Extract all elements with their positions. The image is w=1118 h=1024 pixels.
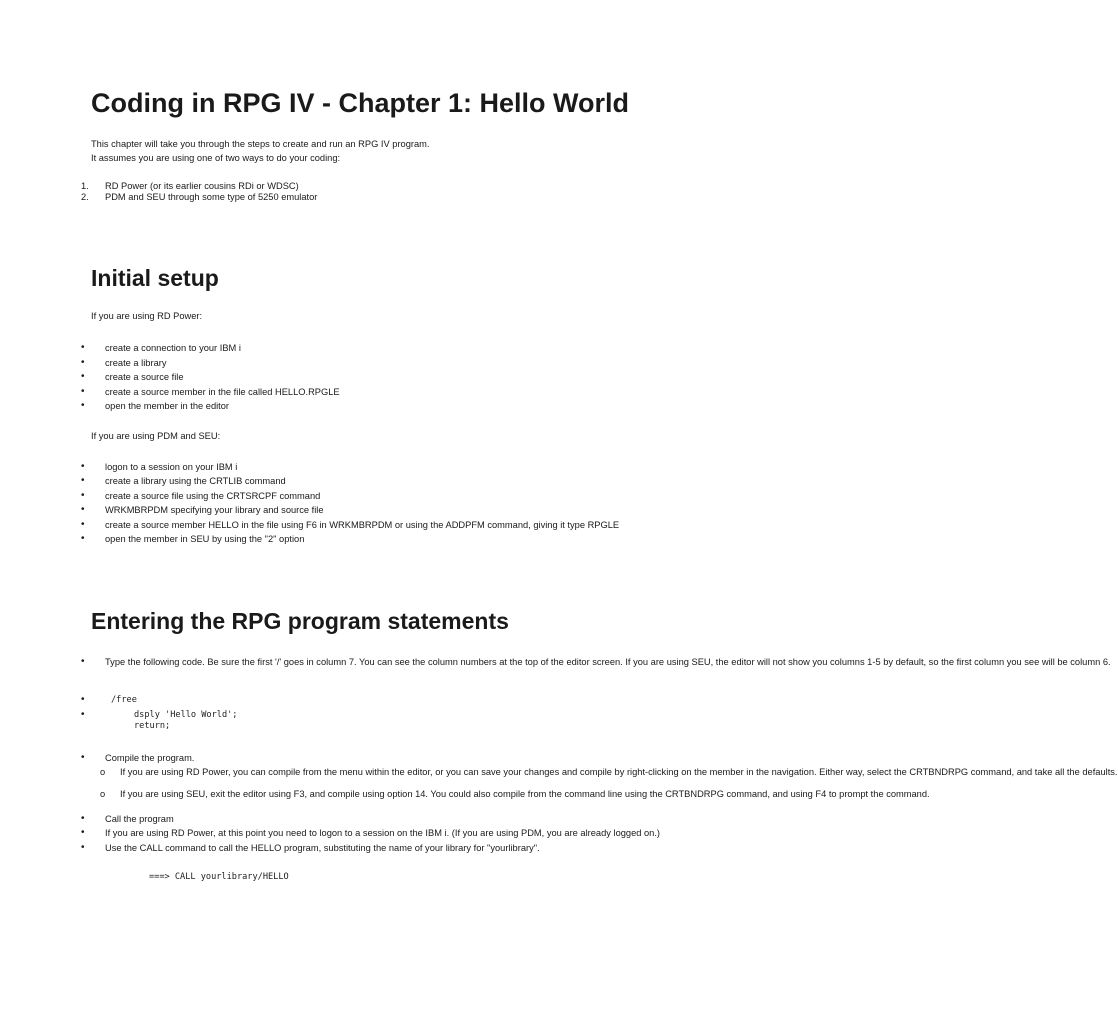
bullet-icon: • — [81, 400, 85, 411]
section-heading-initial-setup: Initial setup — [91, 265, 219, 291]
list-item — [81, 656, 1111, 668]
list-item-text: create a source file using the CRTSRCPF command — [105, 491, 321, 501]
pdm-seu-intro: If you are using PDM and SEU: — [91, 431, 221, 441]
list-item-text: create a source member in the file called HELLO.RPGLE — [105, 387, 340, 397]
code-line-dsply: dsply 'Hello World'; — [134, 710, 238, 720]
bullet-icon: • — [81, 490, 85, 501]
list-item — [81, 357, 167, 369]
sub-bullet-icon: o — [100, 767, 106, 777]
bullet-icon: • — [81, 461, 85, 472]
list-item — [81, 842, 540, 854]
bullet-icon: • — [81, 694, 85, 705]
bullet-icon: • — [81, 827, 85, 838]
list-item-text: If you are using RD Power, you can compile from the menu within the editor, or you can save your changes and compile by right-clicking on the member in the navigation. Either way, select the CRTBNDRPG command, and take all the defaults. — [120, 767, 1118, 777]
list-item — [81, 181, 299, 192]
list-item-text: If you are using SEU, exit the editor using F3, and compile using option 14. You could also compile from the command line using the CRTBNDRPG command, and using F4 to prompt the command. — [120, 789, 930, 799]
list-item-text: open the member in SEU by using the "2" option — [105, 534, 305, 544]
list-item — [81, 752, 195, 764]
list-item — [81, 827, 661, 839]
list-item — [81, 490, 321, 502]
bullet-icon: • — [81, 371, 85, 382]
bullet-icon: • — [81, 386, 85, 397]
list-number: 2. — [81, 192, 89, 202]
call-command-line: ===> CALL yourlibrary/HELLO — [149, 872, 289, 882]
list-item — [81, 400, 230, 412]
bullet-icon: • — [81, 752, 85, 763]
list-item-text: RD Power (or its earlier cousins RDi or WDSC) — [105, 181, 299, 191]
sub-list-item — [100, 767, 1118, 778]
bullet-icon: • — [81, 656, 85, 667]
bullet-icon: • — [81, 475, 85, 486]
list-item-text: create a library using the CRTLIB command — [105, 476, 286, 486]
list-item — [81, 475, 286, 487]
code-line-free: /free — [111, 695, 137, 705]
list-item-text: WRKMBRPDM specifying your library and source file — [105, 505, 324, 515]
list-item-text: Use the CALL command to call the HELLO program, substituting the name of your library for "yourlibrary". — [105, 843, 540, 853]
list-item — [81, 192, 318, 203]
sub-bullet-icon: o — [100, 789, 106, 799]
bullet-icon: • — [81, 342, 85, 353]
list-item-text: If you are using RD Power, at this point you need to logon to a session on the IBM i. (If you are using PDM, you are already logged on.) — [105, 828, 661, 838]
sub-list-item — [100, 789, 930, 800]
list-item — [81, 342, 241, 354]
list-item-text: create a connection to your IBM i — [105, 343, 241, 353]
page-title: Coding in RPG IV - Chapter 1: Hello World — [91, 88, 630, 118]
list-item-text: Type the following code. Be sure the first '/' goes in column 7. You can see the column numbers at the top of the editor screen. If you are using SEU, the editor will not show you columns 1-5 by default, so the first column you see will be column 6. — [105, 657, 1111, 667]
list-item — [81, 533, 305, 545]
list-item — [81, 371, 184, 383]
list-item-text: create a source file — [105, 372, 184, 382]
list-item-text: Compile the program. — [105, 753, 195, 763]
bullet-icon: • — [81, 519, 85, 530]
bullet-icon: • — [81, 709, 85, 720]
intro-line-1: This chapter will take you through the steps to create and run an RPG IV program. — [91, 139, 430, 149]
list-item — [81, 461, 238, 473]
bullet-icon: • — [81, 842, 85, 853]
list-item — [81, 504, 324, 516]
list-item-text: create a library — [105, 358, 167, 368]
list-item-text: logon to a session on your IBM i — [105, 462, 238, 472]
list-item — [81, 519, 620, 531]
bullet-icon: • — [81, 357, 85, 368]
code-line-return: return; — [134, 721, 171, 731]
list-item — [81, 386, 340, 398]
section-heading-entering-statements: Entering the RPG program statements — [91, 608, 509, 634]
list-item-text: create a source member HELLO in the file using F6 in WRKMBRPDM or using the ADDPFM command, giving it type RPGLE — [105, 520, 620, 530]
list-item-text: PDM and SEU through some type of 5250 emulator — [105, 192, 318, 202]
list-item-text: open the member in the editor — [105, 401, 230, 411]
list-item-text: Call the program — [105, 814, 174, 824]
bullet-icon: • — [81, 533, 85, 544]
rd-power-intro: If you are using RD Power: — [91, 311, 203, 321]
bullet-icon: • — [81, 504, 85, 515]
list-item — [81, 813, 174, 825]
list-number: 1. — [81, 181, 89, 191]
bullet-icon: • — [81, 813, 85, 824]
intro-line-2: It assumes you are using one of two ways to do your coding: — [91, 153, 341, 163]
